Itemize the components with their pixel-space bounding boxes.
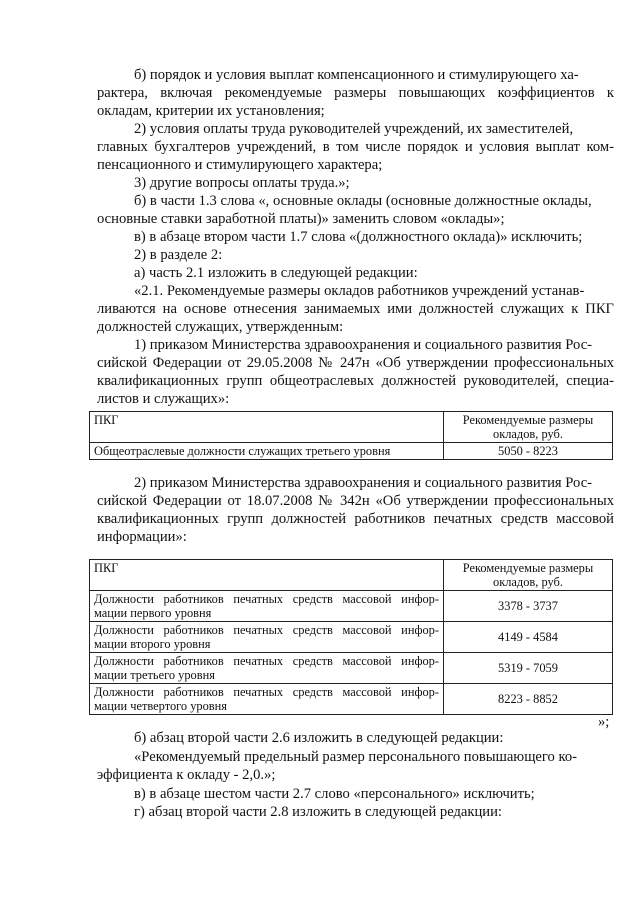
- text-line: основные ставки заработной платы)» заменить словом «оклады»;: [97, 211, 505, 227]
- table-header-row: [90, 412, 613, 443]
- text-line: эффициента к окладу - 2,0.»;: [97, 767, 276, 783]
- pkg-cell: [90, 622, 444, 653]
- table-row: [90, 684, 613, 715]
- salary-cell: 3378 - 3737: [444, 591, 613, 622]
- text-line: б) в части 1.3 слова «, основные оклады (основные должностные оклады,: [134, 193, 592, 209]
- pkg-cell-line: мации второго уровня: [94, 637, 211, 651]
- text-line: 2) приказом Министерства здравоохранения и социального развития Рос-: [134, 475, 593, 491]
- salary-cell: 8223 - 8852: [444, 684, 613, 715]
- header-salary-line: окладов, руб.: [493, 575, 563, 589]
- text-line: квалификационных групп общеотраслевых должностей руководителей, специа-: [97, 373, 614, 389]
- text-line: б) абзац второй части 2.6 изложить в следующей редакции:: [134, 730, 504, 746]
- text-line: ливаются на основе отнесения занимаемых ими должностей служащих к ПКГ: [97, 301, 614, 317]
- text-line: в) в абзаце втором части 1.7 слова «(должностного оклада)» исключить;: [134, 229, 583, 245]
- header-salary: [444, 560, 613, 591]
- table-row: [90, 443, 613, 460]
- salary-cell: 5319 - 7059: [444, 653, 613, 684]
- text-line: а) часть 2.1 изложить в следующей редакции:: [134, 265, 418, 281]
- text-line: 2) условия оплаты труда руководителей учреждений, их заместителей,: [134, 121, 574, 137]
- closing-quote: »;: [598, 714, 610, 730]
- text-line: листов и служащих»:: [97, 391, 230, 407]
- text-line: окладам, критерии их установления;: [97, 103, 325, 119]
- pkg-cell: [90, 653, 444, 684]
- table-row: [90, 591, 613, 622]
- text-line: б) порядок и условия выплат компенсационного и стимулирующего ха-: [134, 67, 579, 83]
- salary-cell: 5050 - 8223: [444, 443, 613, 460]
- text-line: должностей служащих, утвержденным:: [97, 319, 344, 335]
- header-salary-line: Рекомендуемые размеры: [462, 561, 594, 575]
- text-line: главных бухгалтеров учреждений, в том числе порядок и условия выплат ком-: [97, 139, 614, 155]
- pkg-cell: [90, 684, 444, 715]
- pkg-cell: [90, 591, 444, 622]
- header-salary-line: окладов, руб.: [493, 427, 563, 441]
- text-line: 1) приказом Министерства здравоохранения и социального развития Рос-: [134, 337, 593, 353]
- table-row: [90, 653, 613, 684]
- header-pkg: ПКГ: [90, 412, 444, 443]
- text-line: 2) в разделе 2:: [134, 247, 223, 263]
- text-line: рактера, включая рекомендуемые размеры повышающих коэффициентов к: [97, 85, 614, 101]
- text-line: информации»:: [97, 529, 187, 545]
- text-line: в) в абзаце шестом части 2.7 слово «персонального» исключить;: [134, 786, 535, 802]
- pkg-cell-line: мации первого уровня: [94, 606, 212, 620]
- text-line: сийской Федерации от 18.07.2008 № 342н «Об утверждении профессиональных: [97, 493, 614, 509]
- pkg-cell-line: мации четвертого уровня: [94, 699, 227, 713]
- text-line: «2.1. Рекомендуемые размеры окладов работников учреждений устанав-: [134, 283, 585, 299]
- text-line: квалификационных групп должностей работников печатных средств массовой: [97, 511, 614, 527]
- table-row: [90, 622, 613, 653]
- salary-table-press: [89, 559, 613, 715]
- pkg-cell-line: мации третьего уровня: [94, 668, 215, 682]
- text-line: 3) другие вопросы оплаты труда.»;: [134, 175, 350, 191]
- header-pkg: ПКГ: [90, 560, 444, 591]
- salary-cell: 4149 - 4584: [444, 622, 613, 653]
- pkg-cell-line: Должности работников печатных средств массовой инфор-: [94, 685, 439, 699]
- pkg-cell-line: Должности работников печатных средств массовой инфор-: [94, 654, 439, 668]
- header-salary: [444, 412, 613, 443]
- table-header-row: [90, 560, 613, 591]
- text-line: г) абзац второй части 2.8 изложить в следующей редакции:: [134, 804, 502, 820]
- text-line: пенсационного и стимулирующего характера;: [97, 157, 383, 173]
- pkg-cell: Общеотраслевые должности служащих третьего уровня: [90, 443, 444, 460]
- text-line: «Рекомендуемый предельный размер персонального повышающего ко-: [134, 749, 577, 765]
- salary-table-general: [89, 411, 613, 460]
- pkg-cell-line: Должности работников печатных средств массовой инфор-: [94, 623, 439, 637]
- text-line: сийской Федерации от 29.05.2008 № 247н «Об утверждении профессиональных: [97, 355, 614, 371]
- header-salary-line: Рекомендуемые размеры: [462, 413, 594, 427]
- pkg-cell-line: Должности работников печатных средств массовой инфор-: [94, 592, 439, 606]
